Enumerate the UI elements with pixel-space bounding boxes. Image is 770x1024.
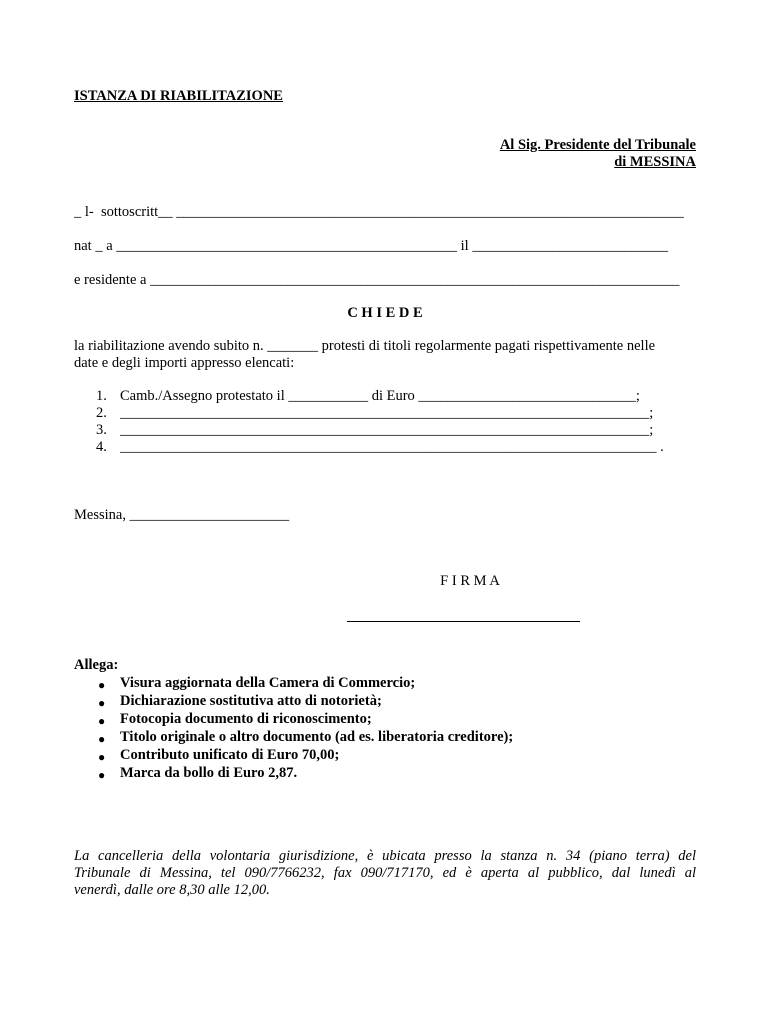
list-item-number: 4. bbox=[96, 439, 107, 455]
list-item-number: 2. bbox=[96, 405, 107, 421]
document-title: ISTANZA DI RIABILITAZIONE bbox=[74, 88, 283, 104]
list-item-text: _________________________________________________________________________; bbox=[120, 423, 654, 438]
bullet-icon: ● bbox=[98, 678, 106, 692]
bullet-icon: ● bbox=[98, 714, 106, 728]
addressee-line-2: di MESSINA bbox=[614, 154, 696, 170]
chiede-heading: C H I E D E bbox=[347, 305, 423, 321]
footer-line-1: La cancelleria della volontaria giurisdizione, è ubicata presso la stanza n. 34 (piano terra) del bbox=[74, 848, 696, 864]
request-text-line-2: date e degli importi appresso elencati: bbox=[74, 355, 295, 371]
list-item-number: 3. bbox=[96, 422, 107, 438]
attachment-item: Visura aggiornata della Camera di Commercio; bbox=[120, 675, 416, 691]
footer-line-3: venerdì, dalle ore 8,30 alle 12,00. bbox=[74, 882, 270, 898]
request-text-line-1: la riabilitazione avendo subito n. _______ protesti di titoli regolarmente pagati rispettivamente nelle bbox=[74, 339, 656, 354]
bullet-icon: ● bbox=[98, 750, 106, 764]
field-nato-a: nat _ a _______________________________________________ il ___________________________ bbox=[74, 239, 669, 254]
attachments-heading: Allega: bbox=[74, 657, 119, 673]
addressee-line-1: Al Sig. Presidente del Tribunale bbox=[499, 137, 696, 153]
attachment-item: Fotocopia documento di riconoscimento; bbox=[120, 711, 372, 727]
list-item-text: _________________________________________________________________________; bbox=[120, 406, 654, 421]
list-item-text: Camb./Assegno protestato il ___________ di Euro ______________________________; bbox=[120, 389, 640, 404]
signature-line bbox=[347, 621, 580, 622]
field-sottoscritto: _ l- sottoscritt__ ______________________________________________________________________ bbox=[74, 205, 684, 220]
bullet-icon: ● bbox=[98, 732, 106, 746]
attachment-item: Marca da bollo di Euro 2,87. bbox=[120, 765, 298, 781]
place-date-field: Messina, ______________________ bbox=[74, 507, 290, 523]
signature-label: F I R M A bbox=[440, 573, 500, 589]
footer-line-2: Tribunale di Messina, tel 090/7766232, fax 090/717170, ed è aperta al pubblico, dal lunedì al bbox=[74, 865, 696, 881]
attachment-item: Contributo unificato di Euro 70,00; bbox=[120, 747, 340, 763]
bullet-icon: ● bbox=[98, 768, 106, 782]
attachment-item: Titolo originale o altro documento (ad es. liberatoria creditore); bbox=[120, 729, 514, 745]
list-item-number: 1. bbox=[96, 388, 107, 404]
field-residente: e residente a _________________________________________________________________________ bbox=[74, 273, 680, 288]
bullet-icon: ● bbox=[98, 696, 106, 710]
attachment-item: Dichiarazione sostitutiva atto di notorietà; bbox=[120, 693, 382, 709]
list-item-text: __________________________________________________________________________ . bbox=[120, 440, 664, 455]
